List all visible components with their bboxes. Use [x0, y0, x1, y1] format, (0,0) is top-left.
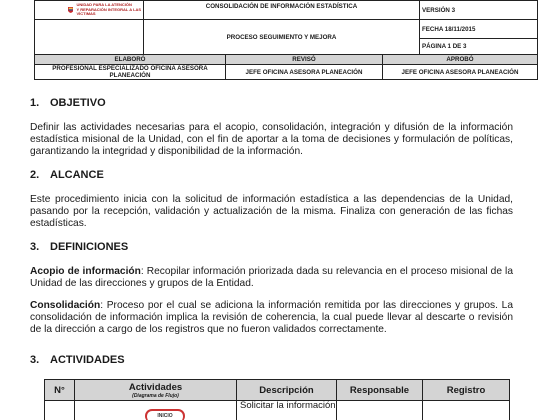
activities-header-sub: (Diagrama de Flujo) — [132, 392, 179, 399]
section-number: 3. — [30, 241, 40, 253]
alcance-text: Este procedimiento inicia con la solicitud de información estadística a las dependencias de la Unidad, pasando por la recepción, validación y actualización de la misma. Finaliza con generación de las fichas estadísticas. — [30, 194, 513, 229]
definition-term: Acopio de información — [30, 266, 141, 277]
definition-body: : Recopilar información priorizada dada su relevancia en el proceso misional de la Unidad de las direcciones y grupos de la Entidad. — [30, 266, 513, 289]
definition-acopio — [30, 266, 513, 290]
value-aprobo: JEFE OFICINA ASESORA PLANEACIÓN — [383, 65, 538, 80]
row-responsible — [337, 401, 423, 420]
table-row — [45, 401, 510, 420]
col-responsible-header: Responsable — [337, 380, 423, 401]
activities-header-label: Actividades — [128, 381, 183, 393]
date-label: FECHA 18/11/2015 — [420, 20, 538, 39]
section-title: ACTIVIDADES — [50, 354, 125, 366]
section-title: ALCANCE — [50, 169, 104, 181]
flow-start-shape: INICIO — [145, 409, 185, 420]
document-header — [34, 0, 538, 55]
page-label: PÁGINA 1 DE 3 — [420, 39, 538, 55]
header-elaboro: ELABORÓ — [35, 55, 226, 65]
logo-cell — [35, 1, 144, 20]
activities-table — [44, 379, 510, 420]
row-record — [423, 401, 510, 420]
definition-consolidacion — [30, 300, 513, 336]
coat-of-arms-icon — [68, 5, 73, 16]
section-number: 2. — [30, 169, 40, 181]
section-alcance-heading — [30, 169, 104, 181]
section-title: DEFINICIONES — [50, 241, 129, 253]
logo-spacer — [35, 20, 144, 55]
row-flow-diagram — [75, 401, 237, 420]
section-title: OBJETIVO — [50, 97, 106, 109]
value-reviso: JEFE OFICINA ASESORA PLANEACIÓN — [226, 65, 383, 80]
header-aprobo: APROBÓ — [383, 55, 538, 65]
document-title: CONSOLIDACIÓN DE INFORMACIÓN ESTADÍSTICA — [144, 1, 420, 20]
row-description: Solicitar la información — [237, 401, 337, 420]
unidad-logo — [68, 3, 143, 17]
value-elaboro: PROFESIONAL ESPECIALIZADO OFICINA ASESORA PLANEACIÓN — [35, 65, 226, 80]
section-number: 3. — [30, 354, 40, 366]
section-actividades-heading — [30, 354, 125, 366]
header-reviso: REVISÓ — [226, 55, 383, 65]
process-name: PROCESO SEGUIMIENTO Y MEJORA — [144, 20, 420, 55]
logo-line-2: Y REPARACIÓN INTEGRAL A LAS VÍCTIMAS — [76, 6, 142, 17]
section-definiciones-heading — [30, 241, 128, 253]
section-number: 1. — [30, 97, 40, 109]
col-description-header: Descripción — [237, 380, 337, 401]
definition-body: : Proceso por el cual se adiciona la información remitida por las direcciones y grupos. La consolidación de información implica la revisión de coherencia, la cual puede llevar al descarte o revisión de la dirección a cargo de los registros que no fueron validados correctamente. — [30, 300, 513, 335]
definition-term: Consolidación — [30, 300, 101, 311]
logo-line-1: UNIDAD PARA LA ATENCIÓN — [76, 2, 132, 8]
approval-table — [34, 54, 538, 80]
col-record-header: Registro — [423, 380, 510, 401]
objetivo-text: Definir las actividades necesarias para el acopio, consolidación, integración y difusión de la información estadística misional de la Unidad, con el fin de aportar a la toma de decisiones y formulación de políticas, garantizando la integridad y disponibilidad de la información. — [30, 122, 513, 157]
row-num — [45, 401, 75, 420]
col-num-header: N° — [45, 380, 75, 401]
col-activities-header — [75, 380, 237, 401]
section-objetivo-heading — [30, 97, 106, 109]
version-label: VERSIÓN 3 — [420, 1, 538, 20]
